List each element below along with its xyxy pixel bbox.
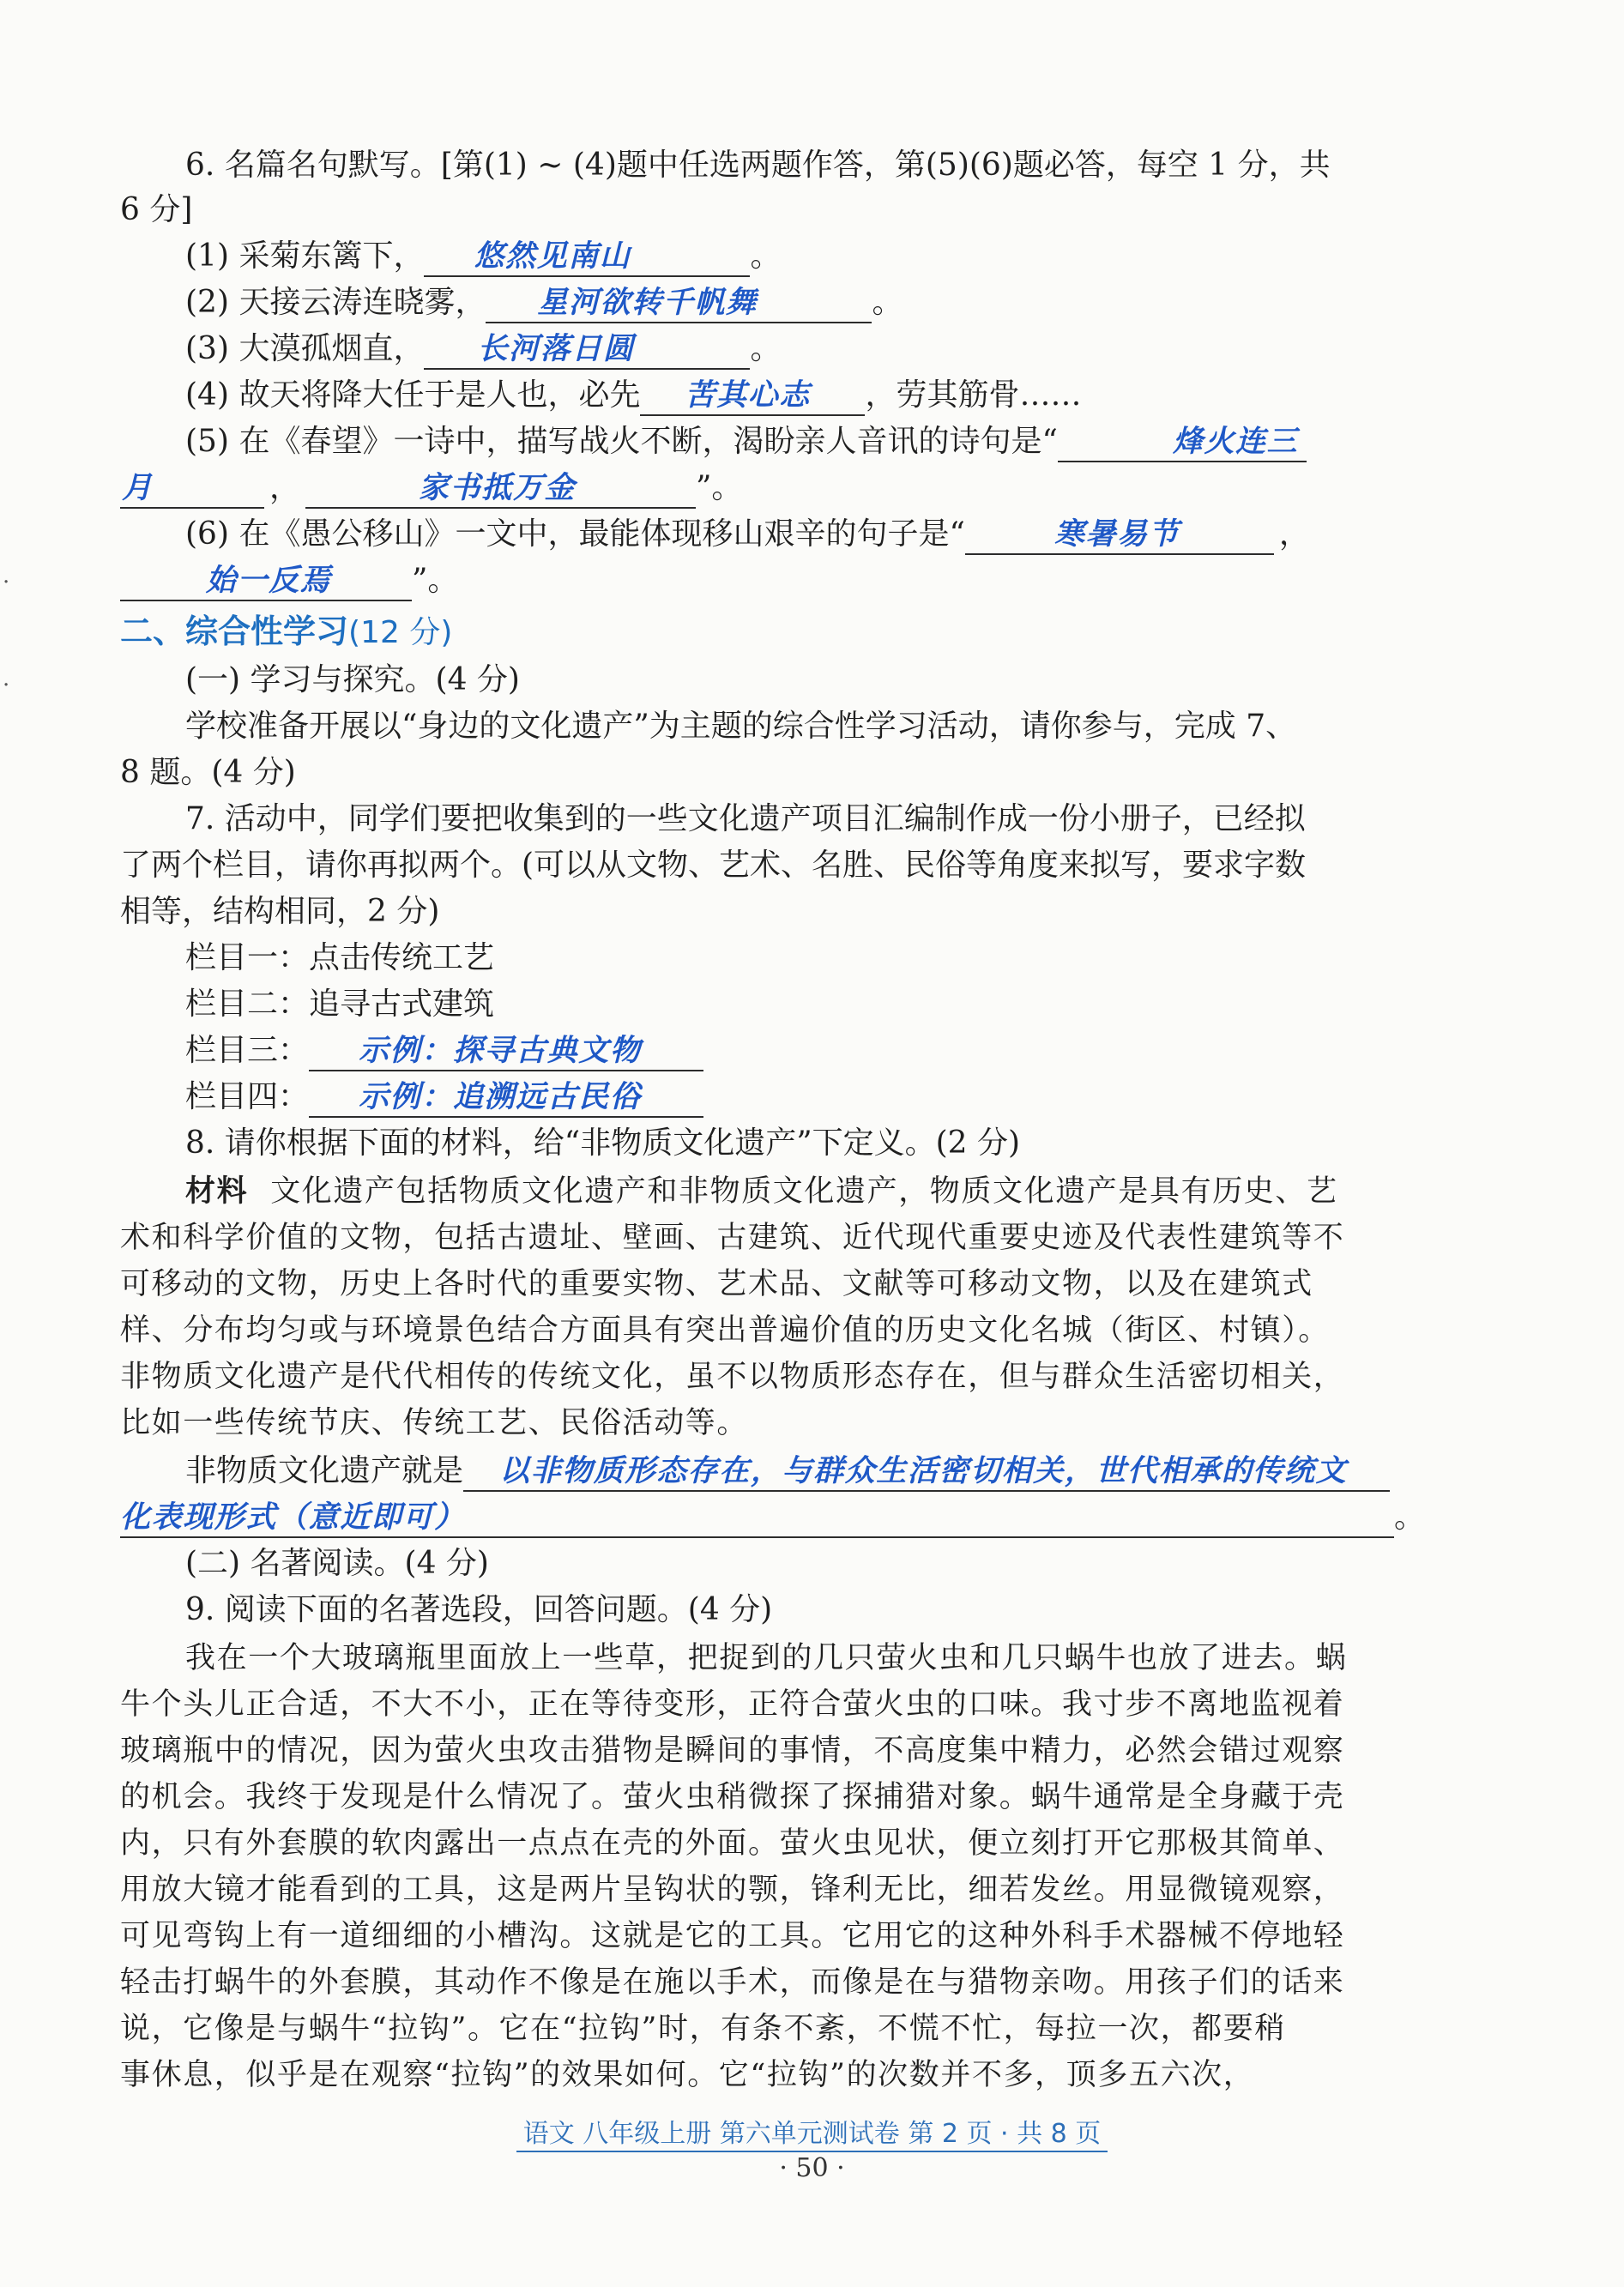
part1-intro-cont: 8 题。(4 分) (120, 755, 296, 790)
q6-item-3: (3) 大漠孤烟直， 长河落日圆 。 (185, 326, 1476, 372)
answer-blank: 苦其心志 (640, 377, 865, 416)
part2-heading: (二) 名著阅读。(4 分) (185, 1546, 489, 1581)
q7-column-3: 栏目三： 示例：探寻古典文物 (185, 1028, 1476, 1074)
answer-blank: 星河欲转千帆舞 (486, 284, 872, 323)
answer-blank: 化表现形式（意近即可） (120, 1499, 1394, 1538)
running-footer: 语文 八年级上册 第六单元测试卷 第 2 页 · 共 8 页 (0, 2112, 1624, 2150)
q6-stem-cont: 6 分] (120, 192, 193, 227)
answer-blank: 始一反焉 (120, 562, 412, 601)
q8-material: 材料 文化遗产包括物质文化遗产和非物质文化遗产，物质文化遗产是具有历史、艺 (185, 1174, 1338, 1209)
q9-passage-line: 轻击打蜗牛的外套膜，其动作不像是在施以手术，而像是在与猎物亲吻。用孩子们的话来 (120, 1965, 1345, 2000)
page-number: · 50 · (779, 2153, 845, 2183)
q9-passage-line: 牛个头儿正合适，不大不小，正在等待变形，正符合萤火虫的口味。我寸步不离地监视着 (120, 1687, 1345, 1722)
q7-stem: 7. 活动中，同学们要把收集到的一些文化遗产项目汇编制作成一份小册子，已经拟 (185, 801, 1306, 836)
q9-passage-line: 说，它像是与蜗牛“拉钩”。它在“拉钩”时，有条不紊，不慌不忙，每拉一次，都要稍 (120, 2012, 1286, 2046)
q9-passage-line: 用放大镜才能看到的工具，这是两片呈钩状的颚，锋利无比，细若发丝。用显微镜观察， (120, 1873, 1345, 1907)
answer-blank: 长河落日圆 (424, 330, 750, 370)
q7-stem-cont: 相等，结构相同，2 分) (120, 894, 440, 929)
q6-item-2: (2) 天接云涛连晓雾， 星河欲转千帆舞 。 (185, 280, 1476, 326)
part1-heading: (一) 学习与探究。(4 分) (185, 662, 520, 697)
q6-item-5-cont: 月 ， 家书抵万金 ”。 (120, 465, 1411, 511)
q8-material-line: 非物质文化遗产是代代相传的传统文化，虽不以物质形态存在，但与群众生活密切相关， (120, 1360, 1345, 1394)
scan-dot: · (3, 673, 10, 698)
scan-dot: · (3, 570, 10, 595)
answer-blank: 家书抵万金 (305, 469, 696, 509)
q9-passage-line: 内，只有外套膜的软肉露出一点点在壳的外面。萤火虫见状，便立刻打开它那极其简单、 (120, 1826, 1345, 1861)
q8-material-line: 可移动的文物，历史上各时代的重要实物、艺术品、文献等可移动文物，以及在建筑式 (120, 1267, 1313, 1301)
q8-definition-cont: 化表现形式（意近即可） 。 (120, 1494, 1411, 1541)
q6-item-6: (6) 在《愚公移山》一文中，最能体现移山艰辛的句子是“ 寒暑易节 ， (185, 511, 1476, 558)
q9-passage-line: 的机会。我终于发现是什么情况了。萤火虫稍微探了探捕猎对象。蜗牛通常是全身藏于壳 (120, 1780, 1345, 1814)
q9-passage-line: 我在一个大玻璃瓶里面放上一些草，把捉到的几只萤火虫和几只蜗牛也放了进去。蜗 (185, 1641, 1348, 1675)
q6-item-5: (5) 在《春望》一诗中，描写战火不断，渴盼亲人音讯的诗句是“ 烽火连三 (185, 419, 1476, 465)
part1-intro: 学校准备开展以“身边的文化遗产”为主题的综合性学习活动，请你参与，完成 7、 (185, 709, 1297, 744)
q9-passage-line: 事休息，似乎是在观察“拉钩”的效果如何。它“拉钩”的次数并不多，顶多五六次， (120, 2058, 1255, 2092)
answer-blank: 示例：探寻古典文物 (309, 1032, 703, 1071)
q8-material-line: 术和科学价值的文物，包括古遗址、壁画、古建筑、近代现代重要史迹及代表性建筑等不 (120, 1221, 1345, 1255)
q7-column-4: 栏目四： 示例：追溯远古民俗 (185, 1074, 1476, 1120)
q6-stem: 6. 名篇名句默写。[第(1) ~ (4)题中任选两题作答，第(5)(6)题必答，每空 1 分，共 (185, 148, 1331, 183)
q8-stem: 8. 请你根据下面的材料，给“非物质文化遗产”下定义。(2 分) (185, 1125, 1021, 1161)
q8-definition: 非物质文化遗产就是 以非物质形态存在，与群众生活密切相关，世代相承的传统文 (185, 1448, 1476, 1494)
q8-material-line: 样、分布均匀或与环境景色结合方面具有突出普遍价值的历史文化名城（街区、村镇）。 (120, 1313, 1330, 1348)
q7-column-2: 栏目二：追寻古式建筑 (185, 987, 495, 1022)
q9-passage-line: 玻璃瓶中的情况，因为萤火虫攻击猎物是瞬间的事情，不高度集中精力，必然会错过观察 (120, 1734, 1345, 1768)
answer-blank: 烽火连三 (1058, 423, 1307, 462)
answer-blank: 寒暑易节 (965, 516, 1274, 555)
section-heading: 二、综合性学习(12 分) (120, 612, 453, 650)
answer-blank: 月 (120, 469, 264, 509)
answer-blank: 悠然见南山 (424, 238, 750, 277)
q9-stem: 9. 阅读下面的名著选段，回答问题。(4 分) (185, 1592, 773, 1627)
q6-item-4: (4) 故天将降大任于是人也，必先 苦其心志 ，劳其筋骨…… (185, 372, 1476, 419)
q6-item-6-cont: 始一反焉 ”。 (120, 558, 1411, 604)
q9-passage-line: 可见弯钩上有一道细细的小槽沟。这就是它的工具。它用它的这种外科手术器械不停地轻 (120, 1919, 1345, 1953)
q7-stem-cont: 了两个栏目，请你再拟两个。(可以从文物、艺术、名胜、民俗等角度来拟写，要求字数 (120, 848, 1307, 883)
q7-column-1: 栏目一：点击传统工艺 (185, 940, 495, 975)
answer-blank: 示例：追溯远古民俗 (309, 1078, 703, 1118)
answer-blank: 以非物质形态存在，与群众生活密切相关，世代相承的传统文 (463, 1452, 1390, 1492)
q8-material-line: 比如一些传统节庆、传统工艺、民俗活动等。 (120, 1406, 749, 1440)
q6-item-1: (1) 采菊东篱下， 悠然见南山 。 (185, 233, 1476, 280)
